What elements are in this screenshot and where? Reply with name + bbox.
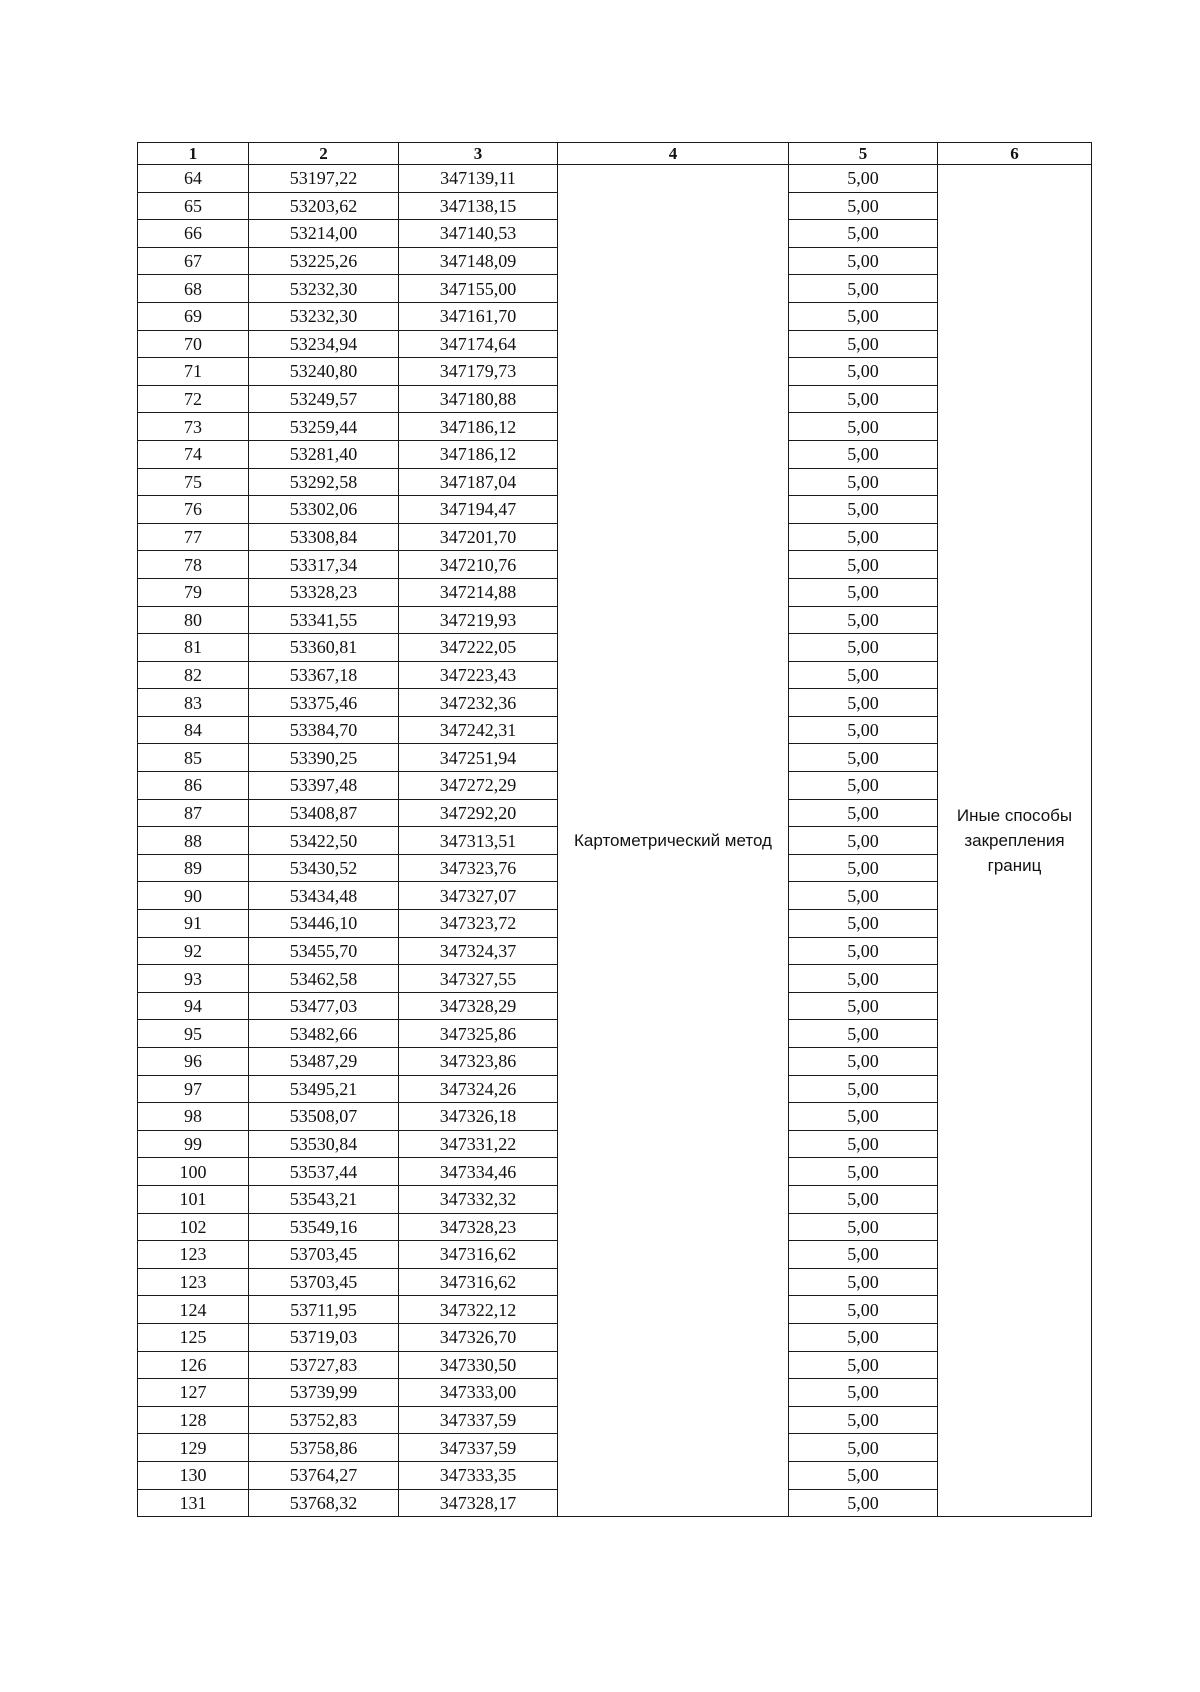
point-number-cell: 66	[138, 220, 249, 248]
x-coordinate-cell: 53232,30	[249, 302, 399, 330]
header-col-6: 6	[938, 143, 1092, 165]
point-number-cell: 97	[138, 1075, 249, 1103]
y-coordinate-cell: 347330,50	[399, 1351, 558, 1379]
x-coordinate-cell: 53549,16	[249, 1213, 399, 1241]
y-coordinate-cell: 347214,88	[399, 578, 558, 606]
accuracy-cell: 5,00	[789, 634, 938, 662]
y-coordinate-cell: 347326,18	[399, 1103, 558, 1131]
accuracy-cell: 5,00	[789, 937, 938, 965]
accuracy-cell: 5,00	[789, 882, 938, 910]
point-number-cell: 131	[138, 1489, 249, 1517]
point-number-cell: 82	[138, 661, 249, 689]
accuracy-cell: 5,00	[789, 1020, 938, 1048]
y-coordinate-cell: 347316,62	[399, 1241, 558, 1269]
point-number-cell: 72	[138, 385, 249, 413]
x-coordinate-cell: 53292,58	[249, 468, 399, 496]
accuracy-cell: 5,00	[789, 799, 938, 827]
x-coordinate-cell: 53462,58	[249, 965, 399, 993]
x-coordinate-cell: 53234,94	[249, 330, 399, 358]
point-number-cell: 71	[138, 358, 249, 386]
point-number-cell: 80	[138, 606, 249, 634]
point-number-cell: 75	[138, 468, 249, 496]
y-coordinate-cell: 347323,86	[399, 1048, 558, 1076]
header-row	[138, 143, 1092, 165]
point-number-cell: 70	[138, 330, 249, 358]
table-row	[138, 165, 1092, 193]
x-coordinate-cell: 53727,83	[249, 1351, 399, 1379]
x-coordinate-cell: 53537,44	[249, 1158, 399, 1186]
x-coordinate-cell: 53764,27	[249, 1461, 399, 1489]
fixation-method-cell: Иные способы закрепления границ	[938, 165, 1092, 1517]
accuracy-cell: 5,00	[789, 606, 938, 634]
y-coordinate-cell: 347292,20	[399, 799, 558, 827]
accuracy-cell: 5,00	[789, 1075, 938, 1103]
x-coordinate-cell: 53408,87	[249, 799, 399, 827]
y-coordinate-cell: 347272,29	[399, 772, 558, 800]
x-coordinate-cell: 53703,45	[249, 1268, 399, 1296]
accuracy-cell: 5,00	[789, 772, 938, 800]
x-coordinate-cell: 53203,62	[249, 192, 399, 220]
accuracy-cell: 5,00	[789, 1434, 938, 1462]
point-number-cell: 93	[138, 965, 249, 993]
x-coordinate-cell: 53530,84	[249, 1130, 399, 1158]
x-coordinate-cell: 53375,46	[249, 689, 399, 717]
point-number-cell: 89	[138, 854, 249, 882]
accuracy-cell: 5,00	[789, 440, 938, 468]
accuracy-cell: 5,00	[789, 551, 938, 579]
y-coordinate-cell: 347155,00	[399, 275, 558, 303]
accuracy-cell: 5,00	[789, 1489, 938, 1517]
x-coordinate-cell: 53397,48	[249, 772, 399, 800]
y-coordinate-cell: 347222,05	[399, 634, 558, 662]
point-number-cell: 85	[138, 744, 249, 772]
y-coordinate-cell: 347327,07	[399, 882, 558, 910]
point-number-cell: 64	[138, 165, 249, 193]
accuracy-cell: 5,00	[789, 965, 938, 993]
y-coordinate-cell: 347313,51	[399, 827, 558, 855]
accuracy-cell: 5,00	[789, 330, 938, 358]
y-coordinate-cell: 347323,76	[399, 854, 558, 882]
x-coordinate-cell: 53328,23	[249, 578, 399, 606]
x-coordinate-cell: 53434,48	[249, 882, 399, 910]
point-number-cell: 88	[138, 827, 249, 855]
y-coordinate-cell: 347327,55	[399, 965, 558, 993]
y-coordinate-cell: 347328,29	[399, 992, 558, 1020]
point-number-cell: 91	[138, 910, 249, 938]
y-coordinate-cell: 347242,31	[399, 716, 558, 744]
method-cell: Картометрический метод	[558, 165, 789, 1517]
point-number-cell: 76	[138, 496, 249, 524]
point-number-cell: 77	[138, 523, 249, 551]
accuracy-cell: 5,00	[789, 1213, 938, 1241]
point-number-cell: 67	[138, 247, 249, 275]
accuracy-cell: 5,00	[789, 165, 938, 193]
y-coordinate-cell: 347328,17	[399, 1489, 558, 1517]
accuracy-cell: 5,00	[789, 523, 938, 551]
y-coordinate-cell: 347201,70	[399, 523, 558, 551]
header-col-3: 3	[399, 143, 558, 165]
accuracy-cell: 5,00	[789, 468, 938, 496]
x-coordinate-cell: 53360,81	[249, 634, 399, 662]
x-coordinate-cell: 53225,26	[249, 247, 399, 275]
point-number-cell: 69	[138, 302, 249, 330]
point-number-cell: 92	[138, 937, 249, 965]
accuracy-cell: 5,00	[789, 496, 938, 524]
accuracy-cell: 5,00	[789, 854, 938, 882]
point-number-cell: 90	[138, 882, 249, 910]
y-coordinate-cell: 347251,94	[399, 744, 558, 772]
y-coordinate-cell: 347186,12	[399, 413, 558, 441]
y-coordinate-cell: 347140,53	[399, 220, 558, 248]
y-coordinate-cell: 347324,37	[399, 937, 558, 965]
y-coordinate-cell: 347332,32	[399, 1185, 558, 1213]
y-coordinate-cell: 347179,73	[399, 358, 558, 386]
header-col-2: 2	[249, 143, 399, 165]
x-coordinate-cell: 53249,57	[249, 385, 399, 413]
point-number-cell: 130	[138, 1461, 249, 1489]
y-coordinate-cell: 347334,46	[399, 1158, 558, 1186]
accuracy-cell: 5,00	[789, 1130, 938, 1158]
accuracy-cell: 5,00	[789, 1379, 938, 1407]
x-coordinate-cell: 53508,07	[249, 1103, 399, 1131]
point-number-cell: 100	[138, 1158, 249, 1186]
accuracy-cell: 5,00	[789, 413, 938, 441]
accuracy-cell: 5,00	[789, 578, 938, 606]
point-number-cell: 86	[138, 772, 249, 800]
accuracy-cell: 5,00	[789, 827, 938, 855]
accuracy-cell: 5,00	[789, 992, 938, 1020]
header-col-1: 1	[138, 143, 249, 165]
point-number-cell: 96	[138, 1048, 249, 1076]
x-coordinate-cell: 53308,84	[249, 523, 399, 551]
y-coordinate-cell: 347322,12	[399, 1296, 558, 1324]
x-coordinate-cell: 53390,25	[249, 744, 399, 772]
x-coordinate-cell: 53711,95	[249, 1296, 399, 1324]
table-body	[138, 165, 1092, 1517]
point-number-cell: 95	[138, 1020, 249, 1048]
header-col-4: 4	[558, 143, 789, 165]
accuracy-cell: 5,00	[789, 220, 938, 248]
x-coordinate-cell: 53758,86	[249, 1434, 399, 1462]
accuracy-cell: 5,00	[789, 1185, 938, 1213]
accuracy-cell: 5,00	[789, 744, 938, 772]
x-coordinate-cell: 53446,10	[249, 910, 399, 938]
x-coordinate-cell: 53487,29	[249, 1048, 399, 1076]
x-coordinate-cell: 53232,30	[249, 275, 399, 303]
accuracy-cell: 5,00	[789, 1461, 938, 1489]
accuracy-cell: 5,00	[789, 275, 938, 303]
point-number-cell: 127	[138, 1379, 249, 1407]
point-number-cell: 126	[138, 1351, 249, 1379]
x-coordinate-cell: 53281,40	[249, 440, 399, 468]
x-coordinate-cell: 53367,18	[249, 661, 399, 689]
x-coordinate-cell: 53422,50	[249, 827, 399, 855]
x-coordinate-cell: 53768,32	[249, 1489, 399, 1517]
accuracy-cell: 5,00	[789, 1406, 938, 1434]
accuracy-cell: 5,00	[789, 1296, 938, 1324]
accuracy-cell: 5,00	[789, 247, 938, 275]
y-coordinate-cell: 347186,12	[399, 440, 558, 468]
y-coordinate-cell: 347180,88	[399, 385, 558, 413]
point-number-cell: 101	[138, 1185, 249, 1213]
point-number-cell: 94	[138, 992, 249, 1020]
x-coordinate-cell: 53240,80	[249, 358, 399, 386]
y-coordinate-cell: 347161,70	[399, 302, 558, 330]
accuracy-cell: 5,00	[789, 1351, 938, 1379]
accuracy-cell: 5,00	[789, 689, 938, 717]
point-number-cell: 74	[138, 440, 249, 468]
y-coordinate-cell: 347194,47	[399, 496, 558, 524]
x-coordinate-cell: 53543,21	[249, 1185, 399, 1213]
accuracy-cell: 5,00	[789, 358, 938, 386]
x-coordinate-cell: 53214,00	[249, 220, 399, 248]
x-coordinate-cell: 53477,03	[249, 992, 399, 1020]
point-number-cell: 84	[138, 716, 249, 744]
y-coordinate-cell: 347210,76	[399, 551, 558, 579]
accuracy-cell: 5,00	[789, 1103, 938, 1131]
x-coordinate-cell: 53495,21	[249, 1075, 399, 1103]
y-coordinate-cell: 347316,62	[399, 1268, 558, 1296]
coordinates-table	[137, 142, 1092, 1517]
point-number-cell: 81	[138, 634, 249, 662]
x-coordinate-cell: 53719,03	[249, 1323, 399, 1351]
x-coordinate-cell: 53752,83	[249, 1406, 399, 1434]
x-coordinate-cell: 53317,34	[249, 551, 399, 579]
point-number-cell: 83	[138, 689, 249, 717]
x-coordinate-cell: 53482,66	[249, 1020, 399, 1048]
y-coordinate-cell: 347223,43	[399, 661, 558, 689]
point-number-cell: 123	[138, 1241, 249, 1269]
point-number-cell: 68	[138, 275, 249, 303]
x-coordinate-cell: 53739,99	[249, 1379, 399, 1407]
accuracy-cell: 5,00	[789, 910, 938, 938]
x-coordinate-cell: 53703,45	[249, 1241, 399, 1269]
y-coordinate-cell: 347148,09	[399, 247, 558, 275]
accuracy-cell: 5,00	[789, 1048, 938, 1076]
point-number-cell: 99	[138, 1130, 249, 1158]
y-coordinate-cell: 347174,64	[399, 330, 558, 358]
x-coordinate-cell: 53430,52	[249, 854, 399, 882]
y-coordinate-cell: 347328,23	[399, 1213, 558, 1241]
accuracy-cell: 5,00	[789, 385, 938, 413]
accuracy-cell: 5,00	[789, 1323, 938, 1351]
accuracy-cell: 5,00	[789, 1268, 938, 1296]
y-coordinate-cell: 347139,11	[399, 165, 558, 193]
y-coordinate-cell: 347232,36	[399, 689, 558, 717]
y-coordinate-cell: 347324,26	[399, 1075, 558, 1103]
x-coordinate-cell: 53197,22	[249, 165, 399, 193]
y-coordinate-cell: 347326,70	[399, 1323, 558, 1351]
accuracy-cell: 5,00	[789, 1241, 938, 1269]
point-number-cell: 128	[138, 1406, 249, 1434]
x-coordinate-cell: 53455,70	[249, 937, 399, 965]
accuracy-cell: 5,00	[789, 716, 938, 744]
point-number-cell: 79	[138, 578, 249, 606]
accuracy-cell: 5,00	[789, 192, 938, 220]
accuracy-cell: 5,00	[789, 1158, 938, 1186]
point-number-cell: 65	[138, 192, 249, 220]
y-coordinate-cell: 347333,35	[399, 1461, 558, 1489]
x-coordinate-cell: 53302,06	[249, 496, 399, 524]
point-number-cell: 102	[138, 1213, 249, 1241]
y-coordinate-cell: 347219,93	[399, 606, 558, 634]
x-coordinate-cell: 53384,70	[249, 716, 399, 744]
accuracy-cell: 5,00	[789, 661, 938, 689]
point-number-cell: 73	[138, 413, 249, 441]
header-col-5: 5	[789, 143, 938, 165]
point-number-cell: 78	[138, 551, 249, 579]
x-coordinate-cell: 53259,44	[249, 413, 399, 441]
point-number-cell: 129	[138, 1434, 249, 1462]
y-coordinate-cell: 347187,04	[399, 468, 558, 496]
y-coordinate-cell: 347337,59	[399, 1434, 558, 1462]
y-coordinate-cell: 347323,72	[399, 910, 558, 938]
point-number-cell: 124	[138, 1296, 249, 1324]
y-coordinate-cell: 347333,00	[399, 1379, 558, 1407]
accuracy-cell: 5,00	[789, 302, 938, 330]
point-number-cell: 123	[138, 1268, 249, 1296]
x-coordinate-cell: 53341,55	[249, 606, 399, 634]
y-coordinate-cell: 347331,22	[399, 1130, 558, 1158]
point-number-cell: 87	[138, 799, 249, 827]
point-number-cell: 98	[138, 1103, 249, 1131]
y-coordinate-cell: 347325,86	[399, 1020, 558, 1048]
point-number-cell: 125	[138, 1323, 249, 1351]
y-coordinate-cell: 347138,15	[399, 192, 558, 220]
y-coordinate-cell: 347337,59	[399, 1406, 558, 1434]
